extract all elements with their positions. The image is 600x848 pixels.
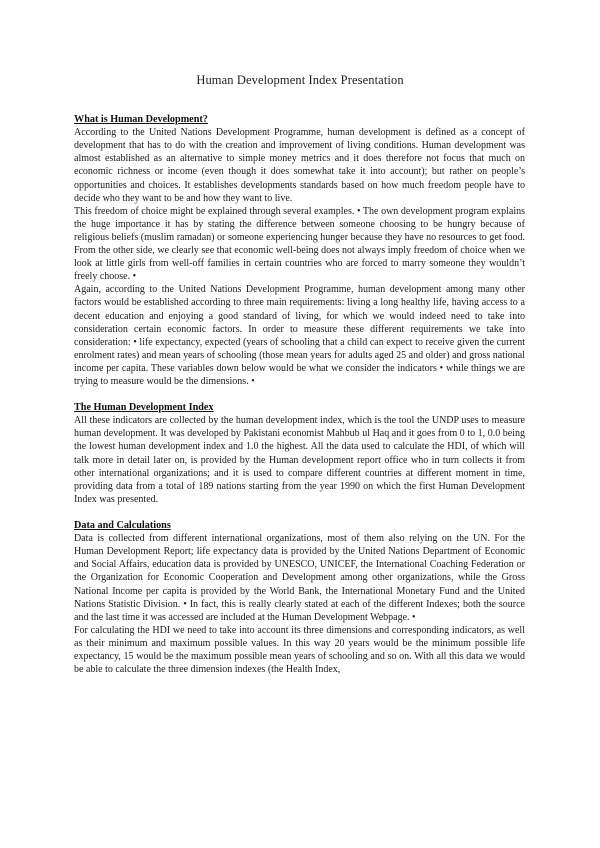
- section-heading: The Human Development Index: [74, 402, 214, 414]
- paragraph: This freedom of choice might be explained through several examples. • The own development program explains the huge importance it has by stating the difference between someone choosing to be hungry because of religious beliefs (muslim ramadan) or someone experiencing hunger because they have no resources to get food. From the other side, we clearly see that economic well-being does not always imply freedom of choice when we look at little girls from well-off families in certain countries who are forced to marry someone they wouldn’t freely choose. •: [74, 205, 525, 283]
- document-body: [74, 113, 525, 676]
- paragraph: Again, according to the United Nations Development Programme, human development among many other factors would be established according to three main requirements: living a long healthy life, having access to a decent education and enjoying a good standard of living, for which we would indeed need to take into consideration certain economic factors. In order to measure these different requirements we take into consideration: • life expectancy, expected (years of schooling that a child can expect to receive given the current enrolment rates) and mean years of schooling (those mean years for adults aged 25 and older) and gross national income per capita. These variables down below would be what we consider the indicators • while things we are trying to measure would be the dimensions. •: [74, 284, 525, 387]
- paragraph: For calculating the HDI we need to take into account its three dimensions and corresponding indicators, as well as their minimum and maximum possible values. In this way 20 years would be the minimum possible life expectancy, 15 would be the maximum possible mean years of schooling and so on. With all this data we would be able to calculate the three dimension indexes (the Health Index,: [74, 624, 525, 676]
- section-data-and-calculations: [74, 519, 525, 676]
- document-title: Human Development Index Presentation: [196, 73, 404, 87]
- section-heading: What is Human Development?: [74, 114, 208, 125]
- section-human-development-index: [74, 401, 525, 506]
- paragraph: According to the United Nations Development Programme, human development is defined as a concept of development that has to do with the creation and improvement of living conditions. Human development was almost established as an alternative to simple money metrics and it does therefore not focus that much on economic richness or income (even though it does somewhat take it into account); but rather on people’s opportunities and choices. It establishes developments standards based on how much freedom people have to decide who they want to be and how they want to live.: [74, 127, 525, 204]
- paragraph: Data is collected from different international organizations, most of them also relying on the UN. For the Human Development Report; life expectancy data is provided by the United Nations Department of Economic and Social Affairs, education data is provided by UNESCO, UNICEF, the International Coaching Federation or the Organization for Economic Cooperation and Development among other organizations, while the Gross National Income per capita is provided by the World Bank, the International Monetary Fund and the United Nations Statistic Division. • In fact, this is really clearly stated at each of the different Indexes; both the source and the last time it was accessed are included at the Human Development Webpage. •: [74, 533, 525, 623]
- section-what-is-human-development: [74, 113, 525, 388]
- paragraph: All these indicators are collected by the human development index, which is the tool the UNDP uses to measure human development. It was developed by Pakistani economist Mahbub ul Haq and it goes from 0 to 1, 0.0 being the lowest human development index and 1.0 the highest. All the data used to calculate the HDI, of which will talk more in detail later on, is provided by the Human development report office who in turn collects it from other international organizations; and it is used to compare different countries at different moment in time, providing data from a total of 189 nations starting from the year 1990 on which the first Human Development Index was presented.: [74, 415, 525, 505]
- section-heading: Data and Calculations: [74, 519, 171, 531]
